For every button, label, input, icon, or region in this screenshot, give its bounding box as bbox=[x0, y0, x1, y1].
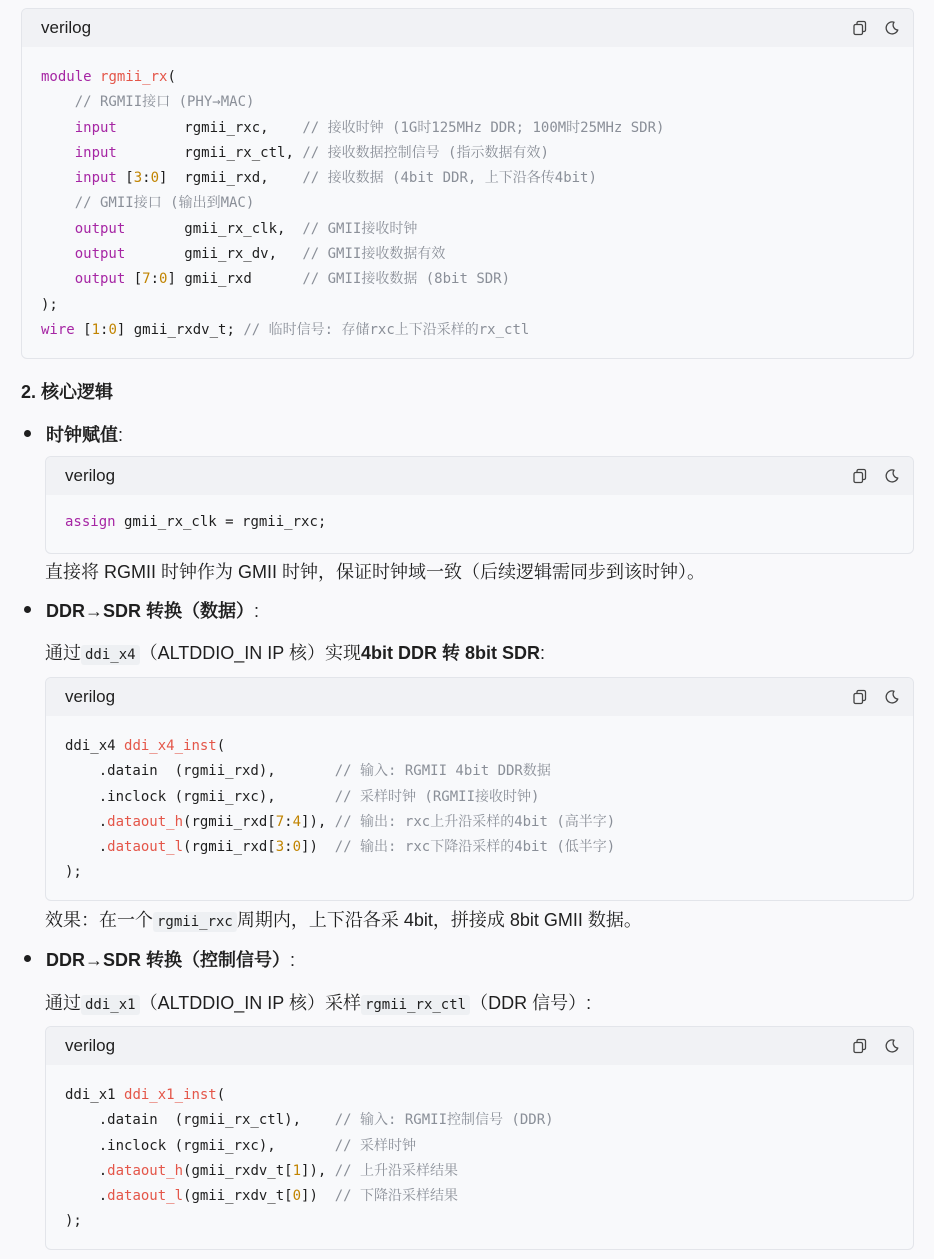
paragraph-clock-desc: 直接将 RGMII 时钟作为 GMII 时钟，保证时钟域一致（后续逻辑需同步到该时钟）。 bbox=[45, 562, 705, 582]
bullet-dot bbox=[24, 955, 31, 962]
bullet-dot bbox=[24, 606, 31, 613]
code-language-label: verilog bbox=[65, 466, 116, 485]
code-header bbox=[22, 9, 913, 47]
code-content: ddi_x1 ddi_x1_inst( .datain (rgmii_rx_ctl), // 输入: RGMII控制信号 (DDR) .inclock (rgmii_rxc), // 采样时钟 .dataout_h(gmii_rxdv_t[1]), // 上升沿采样结果 .dataout_l(gmii_rxdv_t[0]) // 下降沿采样结果 ); bbox=[65, 1087, 554, 1230]
bullet-suffix: : bbox=[254, 601, 260, 621]
copy-icon[interactable] bbox=[851, 19, 869, 37]
code-content: ddi_x4 ddi_x4_inst( .datain (rgmii_rxd), // 输入: RGMII 4bit DDR数据 .inclock (rgmii_rxc), // 采样时钟 (RGMII接收时钟) .dataout_h(rgmii_rxd[7:4]), // 输出: rxc上升沿采样的4bit (高半字) .dataout_l(rgmii_rxd[3:0]) // 输出: rxc下降沿采样的4bit (低半字) ); bbox=[65, 738, 616, 881]
bullet-label: DDR→SDR 转换（控制信号） bbox=[46, 950, 291, 970]
bullet-ddr-data bbox=[24, 597, 904, 621]
moon-icon[interactable] bbox=[883, 1037, 901, 1055]
paragraph-ddi-x4: 通过 ddi_x4 （ALTDDIO_IN IP 核）实现4bit DDR 转 8bit SDR: bbox=[45, 643, 545, 663]
code-content: assign gmii_rx_clk = rgmii_rxc; bbox=[65, 514, 327, 530]
bullet-clock-assign bbox=[24, 421, 904, 445]
code-toolbar bbox=[851, 688, 901, 706]
code-toolbar bbox=[851, 467, 901, 485]
copy-icon[interactable] bbox=[851, 467, 869, 485]
section-heading: 2. 核心逻辑 bbox=[21, 382, 114, 402]
moon-icon[interactable] bbox=[883, 467, 901, 485]
inline-code: ddi_x1 bbox=[81, 995, 140, 1015]
code-toolbar bbox=[851, 1037, 901, 1055]
bullet-label: 时钟赋值 bbox=[46, 425, 118, 445]
paragraph-ddi-x1: 通过 ddi_x1 （ALTDDIO_IN IP 核）采样 rgmii_rx_ctl （DDR 信号）: bbox=[45, 993, 592, 1013]
code-block-ddi-x1 bbox=[45, 1026, 914, 1250]
bullet-suffix: : bbox=[118, 425, 124, 445]
code-language-label: verilog bbox=[65, 687, 116, 706]
code-toolbar bbox=[851, 19, 901, 37]
code-header bbox=[46, 1027, 913, 1065]
code-block-assign bbox=[45, 456, 914, 554]
bullet-dot bbox=[24, 430, 31, 437]
inline-code: rgmii_rx_ctl bbox=[361, 995, 470, 1015]
code-header bbox=[46, 678, 913, 716]
code-language-label: verilog bbox=[41, 18, 92, 37]
code-content: module rgmii_rx( // RGMII接口 (PHY→MAC) input rgmii_rxc, // 接收时钟 (1G时125MHz DDR; 100M时25MHz SDR) input rgmii_rx_ctl, // 接收数据控制信号 (指示数据有效) input [3:0] rgmii_rxd, // 接收数据 (4bit DDR, 上下沿各传4bit) // GMII接口 (输出到MAC) output gmii_rx_clk, // GMII接收时钟 output gmii_rx_dv, // GMII接收数据有效 output [7:0] gmii_rxd // GMII接收数据 (8bit SDR) ); wire [1:0] gmii_rxdv_t; // 临时信号: 存储rxc上下沿采样的rx_ctl bbox=[41, 69, 665, 338]
bullet-suffix: : bbox=[290, 950, 296, 970]
code-language-label: verilog bbox=[65, 1036, 116, 1055]
moon-icon[interactable] bbox=[883, 688, 901, 706]
code-block-module bbox=[21, 8, 914, 359]
bullet-ddr-ctrl bbox=[24, 946, 904, 970]
copy-icon[interactable] bbox=[851, 1037, 869, 1055]
copy-icon[interactable] bbox=[851, 688, 869, 706]
code-block-ddi-x4 bbox=[45, 677, 914, 901]
moon-icon[interactable] bbox=[883, 19, 901, 37]
inline-code: ddi_x4 bbox=[81, 645, 140, 665]
code-header bbox=[46, 457, 913, 495]
paragraph-effect: 效果：在一个 rgmii_rxc 周期内，上下沿各采 4bit，拼接成 8bit GMII 数据。 bbox=[45, 910, 642, 930]
bullet-label: DDR→SDR 转换（数据） bbox=[46, 601, 255, 621]
inline-code: rgmii_rxc bbox=[153, 912, 237, 932]
